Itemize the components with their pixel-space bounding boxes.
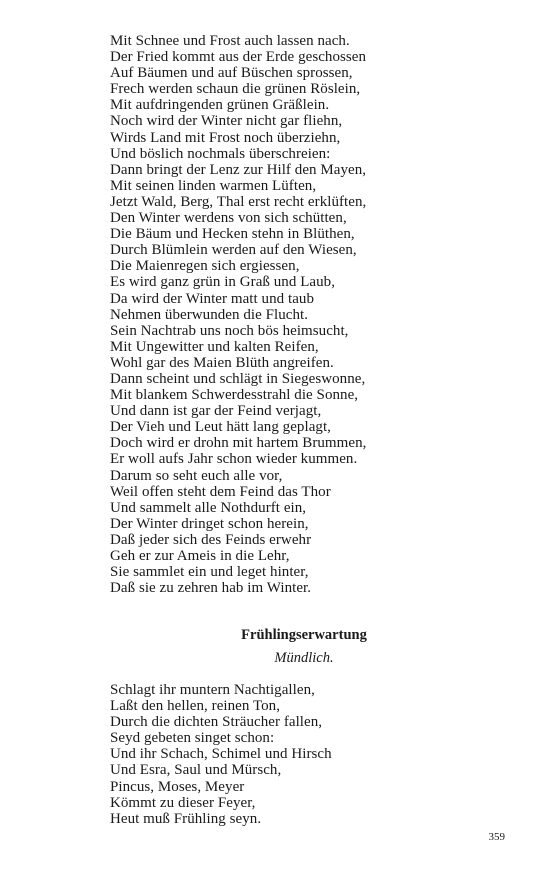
- poem-line: Mit aufdringenden grünen Gräßlein.: [110, 97, 330, 114]
- poem-line: Mit seinen linden warmen Lüften,: [110, 177, 317, 194]
- poem-line: Und Esra, Saul und Mürsch,: [110, 762, 282, 779]
- poem-line: Er woll aufs Jahr schon wieder kummen.: [110, 451, 358, 468]
- poem-line: Daß jeder sich des Feinds erwehr: [110, 531, 312, 548]
- poem-line: Laßt den hellen, reinen Ton,: [110, 698, 281, 715]
- poem-line: Den Winter werdens von sich schütten,: [110, 210, 347, 227]
- poem-line: Der Winter dringet schon herein,: [110, 515, 309, 532]
- poem-line: Und ihr Schach, Schimel und Hirsch: [110, 746, 332, 763]
- poem-line: Es wird ganz grün in Graß und Laub,: [110, 274, 336, 291]
- poem-line: Mit Schnee und Frost auch lassen nach.: [110, 33, 350, 49]
- poem-line: Der Fried kommt aus der Erde geschossen: [110, 49, 367, 66]
- poem-line: Frech werden schaun die grünen Röslein,: [110, 81, 361, 98]
- poem-line: Kömmt zu dieser Feyer,: [110, 794, 256, 811]
- poem-body: [110, 682, 410, 827]
- poem-line: Der Vieh und Leut hätt lang geplagt,: [110, 419, 331, 436]
- poem-line: Seyd gebeten singet schon:: [110, 730, 275, 747]
- poem-line: Dann bringt der Lenz zur Hilf den Mayen,: [110, 161, 367, 178]
- page-number: 359: [488, 831, 505, 843]
- poem-line: Sie sammlet ein und leget hinter,: [110, 564, 309, 581]
- poem-line: Da wird der Winter matt und taub: [110, 290, 314, 307]
- poem-line: Die Bäum und Hecken stehn in Blüthen,: [110, 226, 355, 243]
- poem-line: Durch die dichten Sträucher fallen,: [110, 714, 323, 731]
- poem-title: Frühlingserwartung: [241, 627, 367, 643]
- poem-subtitle: Mündlich.: [274, 650, 334, 666]
- poem-line: Nehmen überwunden die Flucht.: [110, 306, 309, 323]
- poem-continued: [110, 33, 410, 596]
- poem-line: Und dann ist gar der Feind verjagt,: [110, 403, 322, 420]
- poem-line: Pincus, Moses, Meyer: [110, 778, 245, 795]
- poem-line: Durch Blümlein werden auf den Wiesen,: [110, 242, 357, 259]
- poem-line: Mit blankem Schwerdesstrahl die Sonne,: [110, 387, 359, 404]
- poem-line: Daß sie zu zehren hab im Winter.: [110, 580, 312, 597]
- poem-line: Mit Ungewitter und kalten Reifen,: [110, 338, 319, 355]
- poem-line: Heut muß Frühling seyn.: [110, 810, 262, 827]
- poem-line: Darum so seht euch alle vor,: [110, 467, 283, 484]
- poem-line: Doch wird er drohn mit hartem Brummen,: [110, 435, 367, 452]
- poem-line: Die Maienregen sich ergiessen,: [110, 258, 300, 275]
- poem-line: Geh er zur Ameis in die Lehr,: [110, 548, 290, 564]
- poem-line: Auf Bäumen und auf Büschen sprossen,: [110, 65, 353, 82]
- poem-line: Sein Nachtrab uns noch bös heimsucht,: [110, 322, 349, 339]
- poem-line: Dann scheint und schlägt in Siegeswonne,: [110, 370, 366, 387]
- poem-line: Und sammelt alle Nothdurft ein,: [110, 499, 307, 516]
- poem-line: Noch wird der Winter nicht gar fliehn,: [110, 113, 343, 130]
- poem-line: Und böslich nochmals überschreien:: [110, 145, 331, 162]
- poem-line: Wirds Land mit Frost noch überziehn,: [110, 129, 341, 146]
- poem-line: Wohl gar des Maien Blüth angreifen.: [110, 354, 334, 371]
- poem-line: Weil offen steht dem Feind das Thor: [110, 483, 331, 500]
- poem-line: Schlagt ihr muntern Nachtigallen,: [110, 682, 315, 698]
- poem-line: Jetzt Wald, Berg, Thal erst recht erklüften,: [110, 193, 367, 210]
